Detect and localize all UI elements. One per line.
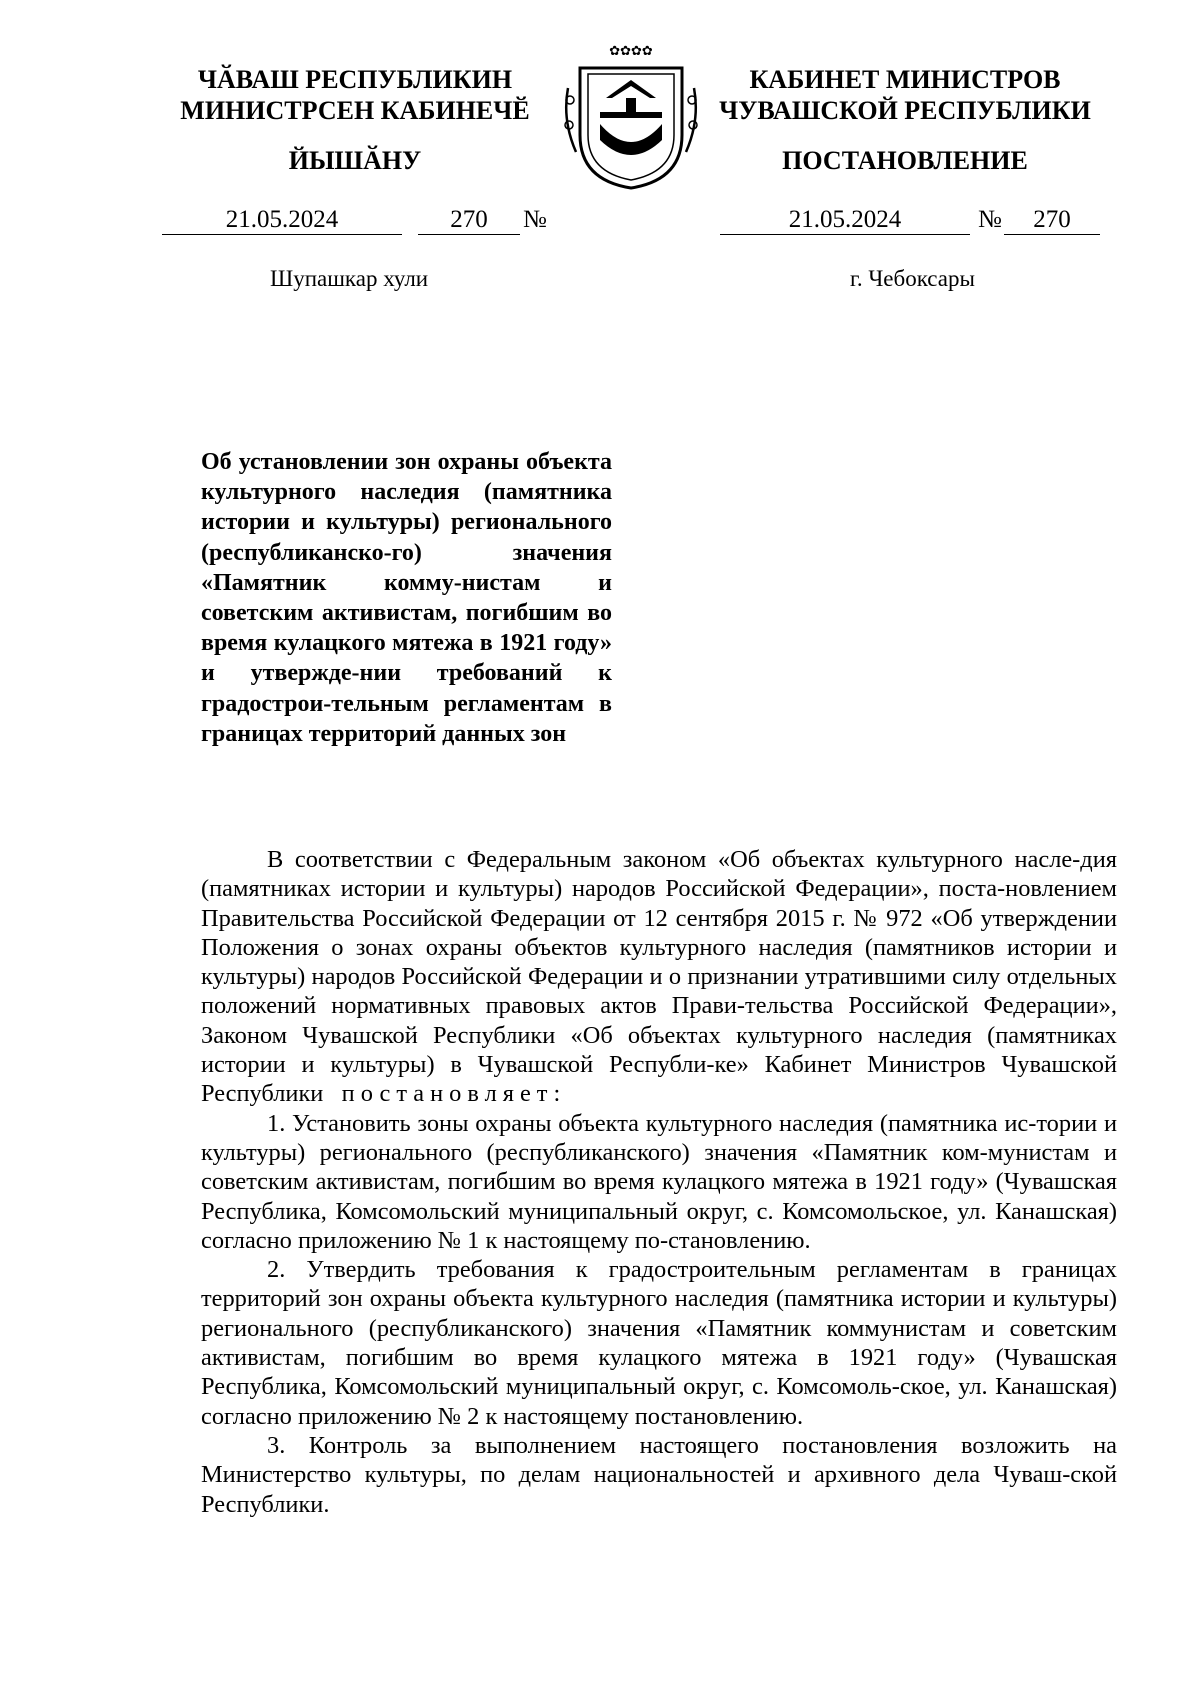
preamble-paragraph — [201, 845, 1117, 1109]
left-date: 21.05.2024 — [162, 206, 402, 235]
right-city: г. Чебоксары — [850, 266, 975, 291]
svg-text:✿✿✿✿: ✿✿✿✿ — [609, 44, 653, 59]
item-1-paragraph: 1. Установить зоны охраны объекта культурного наследия (памятника ис-тории и культуры) регионального (республиканского) значения «Памятник ком-мунистам и советским активистам, погибшим во время кулацкого мятежа в 1921 году» (Чувашская Республика, Комсомольский муниципальный округ, с. Комсомольское, ул. Канашская) согласно приложению № 1 к настоящему по-становлению. — [201, 1109, 1117, 1254]
header-left-line2: МИНИСТРСЕН КАБИНЕЧӖ — [180, 96, 530, 125]
coat-of-arms-emblem — [560, 40, 702, 190]
decree-word: постановляет: — [341, 1080, 567, 1108]
header-right-line2: ЧУВАШСКОЙ РЕСПУБЛИКИ — [719, 96, 1091, 125]
header-left-line1: ЧӐВАШ РЕСПУБЛИКИН — [197, 65, 513, 94]
right-number-sign: № — [978, 206, 1002, 233]
left-number: 270 — [418, 206, 520, 235]
left-number-sign: № — [523, 206, 547, 233]
item-3-paragraph: 3. Контроль за выполнением настоящего постановления возложить на Министерство культуры, по делам национальностей и архивного дела Чуваш-ской Республики. — [201, 1431, 1117, 1518]
right-number: 270 — [1004, 206, 1100, 235]
header-right-doc-type: ПОСТАНОВЛЕНИЕ — [782, 146, 1028, 175]
document-body — [201, 845, 1117, 1519]
document-subject: Об установлении зон охраны объекта культурного наследия (памятника истории и культуры) регионального (республиканско-го) значения «Памятник комму-нистам и советским активистам, погибшим во время кулацкого мятежа в 1921 году» и утвержде-нии требований к градострои-тельным регламентам в границах территорий данных зон — [201, 449, 612, 747]
preamble-text: В соответствии с Федеральным законом «Об объектах культурного насле-дия (памятниках истории и культуры) народов Российской Федерации», поста-новлением Правительства Российской Федерации от 12 сентября 2015 г. № 972 «Об утверждении Положения о зонах охраны объектов культурного наследия (памятников истории и культуры) народов Российской Федерации и о признании утратившими силу отдельных положений нормативных правовых актов Прави-тельства Российской Федерации», Законом Чувашской Республики «Об объектах культурного наследия (памятниках истории и культуры) в Чувашской Республи-ке» Кабинет Министров Чувашской Республики — [201, 846, 1117, 1108]
item-2-paragraph: 2. Утвердить требования к градостроительным регламентам в границах территорий зон охраны объекта культурного наследия (памятника истории и культуры) регионального (республиканского) значения «Памятник коммунистам и советским активистам, погибшим во время кулацкого мятежа в 1921 году» (Чувашская Республика, Комсомольский муниципальный округ, с. Комсомоль-ское, ул. Канашская) согласно приложению № 2 к настоящему постановлению. — [201, 1256, 1117, 1430]
header-left-doc-type: ЙЫШӐНУ — [288, 146, 422, 175]
left-city: Шупашкар хули — [270, 266, 429, 291]
header-right-authority — [700, 64, 1110, 126]
header-right-line1: КАБИНЕТ МИНИСТРОВ — [749, 65, 1061, 94]
header-left-authority — [150, 64, 560, 126]
right-date: 21.05.2024 — [720, 206, 970, 235]
